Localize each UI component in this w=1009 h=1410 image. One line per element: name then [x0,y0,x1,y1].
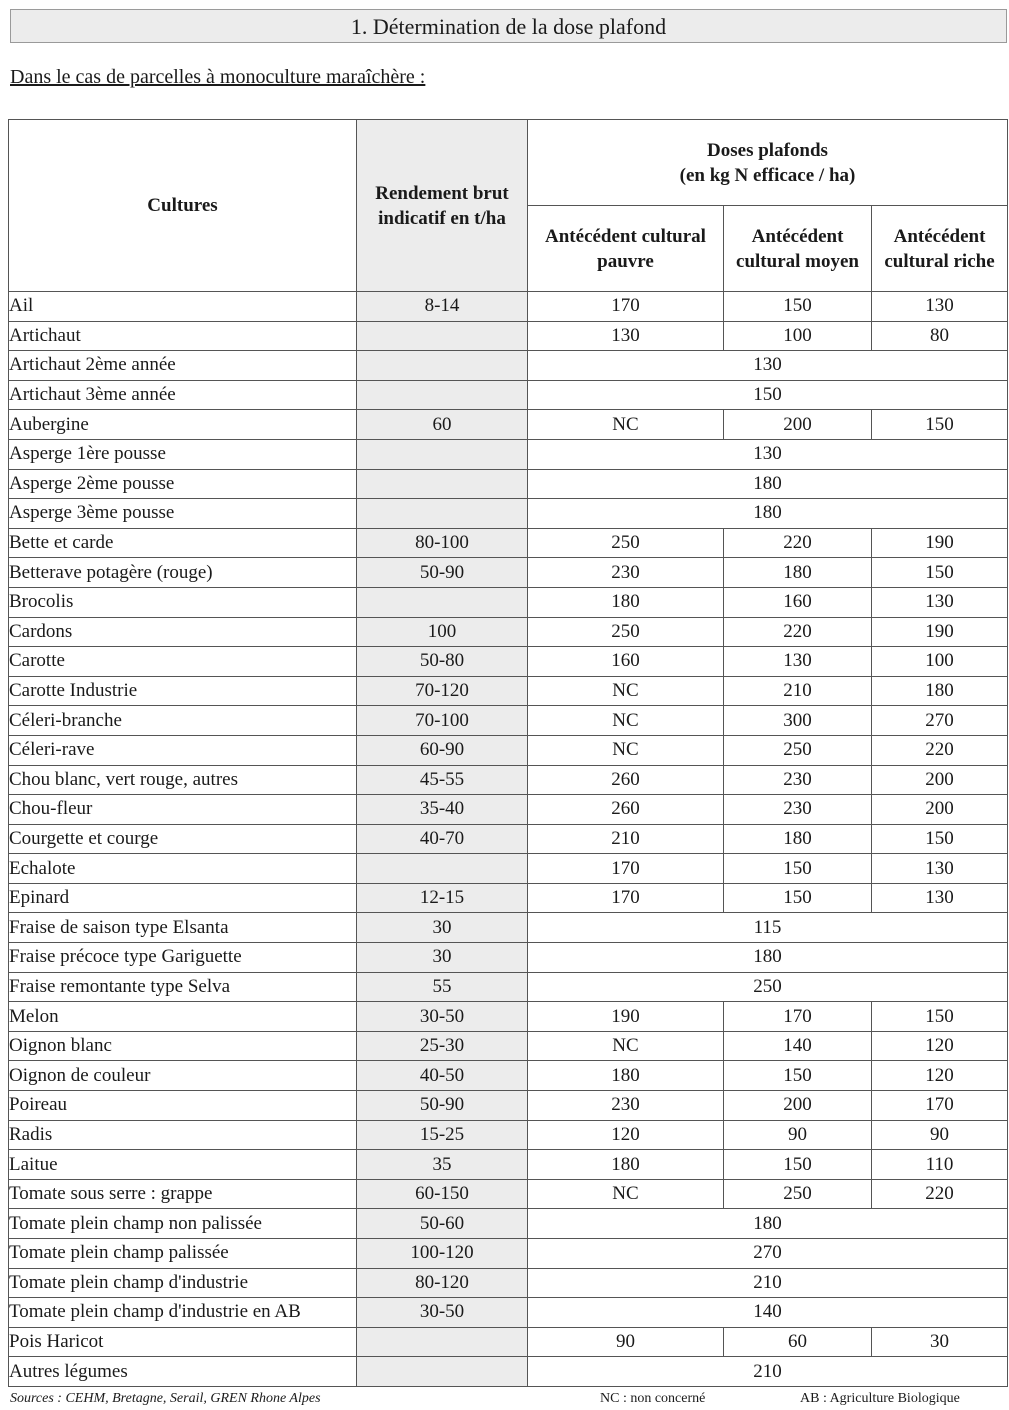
table-row [9,1002,1008,1032]
table-row [9,410,1008,440]
dose-all: 180 [528,469,1008,499]
yield-cell: 30-50 [357,1298,528,1328]
dose-riche: 220 [872,1179,1008,1209]
dose-riche: 150 [872,410,1008,440]
dose-all: 180 [528,1209,1008,1239]
yield-cell: 70-100 [357,706,528,736]
dose-pauvre: NC [528,410,724,440]
yield-cell: 100 [357,617,528,647]
yield-cell [357,469,528,499]
yield-cell: 45-55 [357,765,528,795]
crop-name: Epinard [9,883,357,913]
dose-moyen: 230 [724,795,872,825]
header-riche: Antécédent cultural riche [872,206,1008,292]
dose-pauvre: 260 [528,795,724,825]
crop-name: Céleri-branche [9,706,357,736]
dose-all: 250 [528,972,1008,1002]
crop-name: Aubergine [9,410,357,440]
dose-riche: 130 [872,854,1008,884]
dose-moyen: 200 [724,410,872,440]
table-row [9,647,1008,677]
dose-moyen: 130 [724,647,872,677]
dose-all: 130 [528,439,1008,469]
crop-name: Chou-fleur [9,795,357,825]
dose-pauvre: 230 [528,1091,724,1121]
dose-pauvre: 90 [528,1327,724,1357]
dose-pauvre: 190 [528,1002,724,1032]
dose-all: 150 [528,380,1008,410]
crop-name: Poireau [9,1091,357,1121]
yield-cell: 50-90 [357,1091,528,1121]
dose-riche: 150 [872,1002,1008,1032]
dose-riche: 80 [872,321,1008,351]
yield-cell: 60 [357,410,528,440]
table-row [9,1268,1008,1298]
yield-cell: 70-120 [357,676,528,706]
yield-cell [357,854,528,884]
table-row [9,439,1008,469]
dose-pauvre: 260 [528,765,724,795]
dose-riche: 200 [872,795,1008,825]
dose-all: 180 [528,943,1008,973]
table-row [9,292,1008,322]
yield-cell: 30 [357,913,528,943]
yield-cell: 12-15 [357,883,528,913]
crop-name: Autres légumes [9,1357,357,1387]
dose-moyen: 160 [724,587,872,617]
crop-name: Fraise précoce type Gariguette [9,943,357,973]
dose-moyen: 60 [724,1327,872,1357]
dose-moyen: 150 [724,1061,872,1091]
dose-moyen: 180 [724,824,872,854]
dose-moyen: 230 [724,765,872,795]
yield-cell [357,1327,528,1357]
dose-riche: 130 [872,292,1008,322]
crop-name: Artichaut [9,321,357,351]
table-row [9,1091,1008,1121]
table-row [9,617,1008,647]
yield-cell: 25-30 [357,1031,528,1061]
crop-name: Fraise remontante type Selva [9,972,357,1002]
dose-pauvre: NC [528,1031,724,1061]
yield-cell: 80-120 [357,1268,528,1298]
yield-cell: 30-50 [357,1002,528,1032]
table-row [9,1239,1008,1269]
dose-all: 210 [528,1357,1008,1387]
dose-pauvre: 170 [528,883,724,913]
yield-cell: 80-100 [357,528,528,558]
yield-cell: 40-50 [357,1061,528,1091]
yield-cell [357,321,528,351]
yield-cell: 30 [357,943,528,973]
crop-name: Laitue [9,1150,357,1180]
dose-moyen: 300 [724,706,872,736]
dose-moyen: 140 [724,1031,872,1061]
dose-moyen: 250 [724,735,872,765]
crop-name: Carotte Industrie [9,676,357,706]
table-row [9,735,1008,765]
yield-cell [357,587,528,617]
dose-pauvre: NC [528,735,724,765]
crop-name: Tomate plein champ d'industrie [9,1268,357,1298]
dose-riche: 30 [872,1327,1008,1357]
header-doses: Doses plafonds (en kg N efficace / ha) [528,120,1008,206]
dose-moyen: 100 [724,321,872,351]
table-body [9,292,1008,1387]
yield-cell: 100-120 [357,1239,528,1269]
dose-moyen: 220 [724,617,872,647]
dose-moyen: 90 [724,1120,872,1150]
crop-name: Melon [9,1002,357,1032]
dose-pauvre: 230 [528,558,724,588]
header-rendement: Rendement brut indicatif en t/ha [357,120,528,292]
yield-cell: 60-90 [357,735,528,765]
yield-cell: 15-25 [357,1120,528,1150]
dose-riche: 270 [872,706,1008,736]
dose-riche: 130 [872,883,1008,913]
yield-cell: 50-90 [357,558,528,588]
crop-name: Tomate plein champ non palissée [9,1209,357,1239]
dose-table [8,119,1008,1387]
dose-moyen: 250 [724,1179,872,1209]
dose-moyen: 150 [724,854,872,884]
table-row [9,558,1008,588]
crop-name: Artichaut 2ème année [9,351,357,381]
dose-riche: 180 [872,676,1008,706]
dose-riche: 220 [872,735,1008,765]
dose-all: 270 [528,1239,1008,1269]
dose-riche: 150 [872,824,1008,854]
crop-name: Brocolis [9,587,357,617]
table-row [9,795,1008,825]
dose-pauvre: 250 [528,528,724,558]
dose-riche: 130 [872,587,1008,617]
dose-pauvre: 130 [528,321,724,351]
table-row [9,499,1008,529]
dose-pauvre: 250 [528,617,724,647]
dose-riche: 90 [872,1120,1008,1150]
yield-cell: 50-60 [357,1209,528,1239]
table-row [9,351,1008,381]
header-moyen: Antécédent cultural moyen [724,206,872,292]
crop-name: Artichaut 3ème année [9,380,357,410]
dose-pauvre: 180 [528,1061,724,1091]
yield-cell [357,380,528,410]
table-row [9,972,1008,1002]
yield-cell: 8-14 [357,292,528,322]
crop-name: Chou blanc, vert rouge, autres [9,765,357,795]
table-row [9,765,1008,795]
crop-name: Oignon de couleur [9,1061,357,1091]
table-row [9,380,1008,410]
dose-riche: 170 [872,1091,1008,1121]
dose-pauvre: 180 [528,1150,724,1180]
yield-cell: 50-80 [357,647,528,677]
table-row [9,824,1008,854]
yield-cell: 35-40 [357,795,528,825]
crop-name: Betterave potagère (rouge) [9,558,357,588]
table-row [9,1120,1008,1150]
nc-note: NC : non concerné [600,1391,706,1406]
crop-name: Asperge 1ère pousse [9,439,357,469]
yield-cell: 60-150 [357,1179,528,1209]
dose-riche: 190 [872,528,1008,558]
table-row [9,587,1008,617]
dose-all: 140 [528,1298,1008,1328]
dose-moyen: 210 [724,676,872,706]
yield-cell [357,1357,528,1387]
dose-pauvre: 160 [528,647,724,677]
dose-moyen: 170 [724,1002,872,1032]
dose-moyen: 200 [724,1091,872,1121]
table-row [9,1327,1008,1357]
table-row [9,676,1008,706]
dose-riche: 200 [872,765,1008,795]
crop-name: Bette et carde [9,528,357,558]
dose-moyen: 150 [724,1150,872,1180]
crop-name: Carotte [9,647,357,677]
crop-name: Cardons [9,617,357,647]
dose-moyen: 150 [724,292,872,322]
crop-name: Tomate plein champ d'industrie en AB [9,1298,357,1328]
crop-name: Tomate plein champ palissée [9,1239,357,1269]
header-pauvre: Antécédent cultural pauvre [528,206,724,292]
dose-pauvre: 170 [528,292,724,322]
dose-all: 115 [528,913,1008,943]
table-row [9,854,1008,884]
dose-all: 130 [528,351,1008,381]
table-row [9,883,1008,913]
dose-all: 210 [528,1268,1008,1298]
section-title: 1. Détermination de la dose plafond [10,9,1007,43]
crop-name: Pois Haricot [9,1327,357,1357]
yield-cell: 35 [357,1150,528,1180]
subtitle: Dans le cas de parcelles à monoculture maraîchère : [10,66,426,88]
dose-riche: 190 [872,617,1008,647]
table-row [9,469,1008,499]
crop-name: Asperge 3ème pousse [9,499,357,529]
table-row [9,913,1008,943]
crop-name: Courgette et courge [9,824,357,854]
header-cultures: Cultures [9,120,357,292]
table-row [9,1209,1008,1239]
dose-pauvre: NC [528,706,724,736]
yield-cell [357,351,528,381]
crop-name: Oignon blanc [9,1031,357,1061]
dose-pauvre: NC [528,676,724,706]
dose-riche: 120 [872,1031,1008,1061]
yield-cell [357,439,528,469]
table-row [9,1061,1008,1091]
crop-name: Radis [9,1120,357,1150]
dose-pauvre: 210 [528,824,724,854]
table-row [9,706,1008,736]
dose-pauvre: NC [528,1179,724,1209]
dose-pauvre: 180 [528,587,724,617]
dose-riche: 150 [872,558,1008,588]
crop-name: Fraise de saison type Elsanta [9,913,357,943]
dose-moyen: 220 [724,528,872,558]
sources-note: Sources : CEHM, Bretagne, Serail, GREN Rhone Alpes [10,1391,321,1406]
crop-name: Tomate sous serre : grappe [9,1179,357,1209]
dose-all: 180 [528,499,1008,529]
yield-cell: 55 [357,972,528,1002]
crop-name: Ail [9,292,357,322]
table-row [9,321,1008,351]
crop-name: Céleri-rave [9,735,357,765]
yield-cell: 40-70 [357,824,528,854]
table-row [9,1357,1008,1387]
dose-riche: 110 [872,1150,1008,1180]
ab-note: AB : Agriculture Biologique [800,1391,960,1406]
dose-pauvre: 170 [528,854,724,884]
dose-riche: 120 [872,1061,1008,1091]
table-row [9,1031,1008,1061]
dose-pauvre: 120 [528,1120,724,1150]
dose-moyen: 150 [724,883,872,913]
crop-name: Echalote [9,854,357,884]
crop-name: Asperge 2ème pousse [9,469,357,499]
dose-moyen: 180 [724,558,872,588]
table-row [9,1179,1008,1209]
table-row [9,1150,1008,1180]
table-row [9,528,1008,558]
yield-cell [357,499,528,529]
table-row [9,943,1008,973]
dose-riche: 100 [872,647,1008,677]
table-row [9,1298,1008,1328]
